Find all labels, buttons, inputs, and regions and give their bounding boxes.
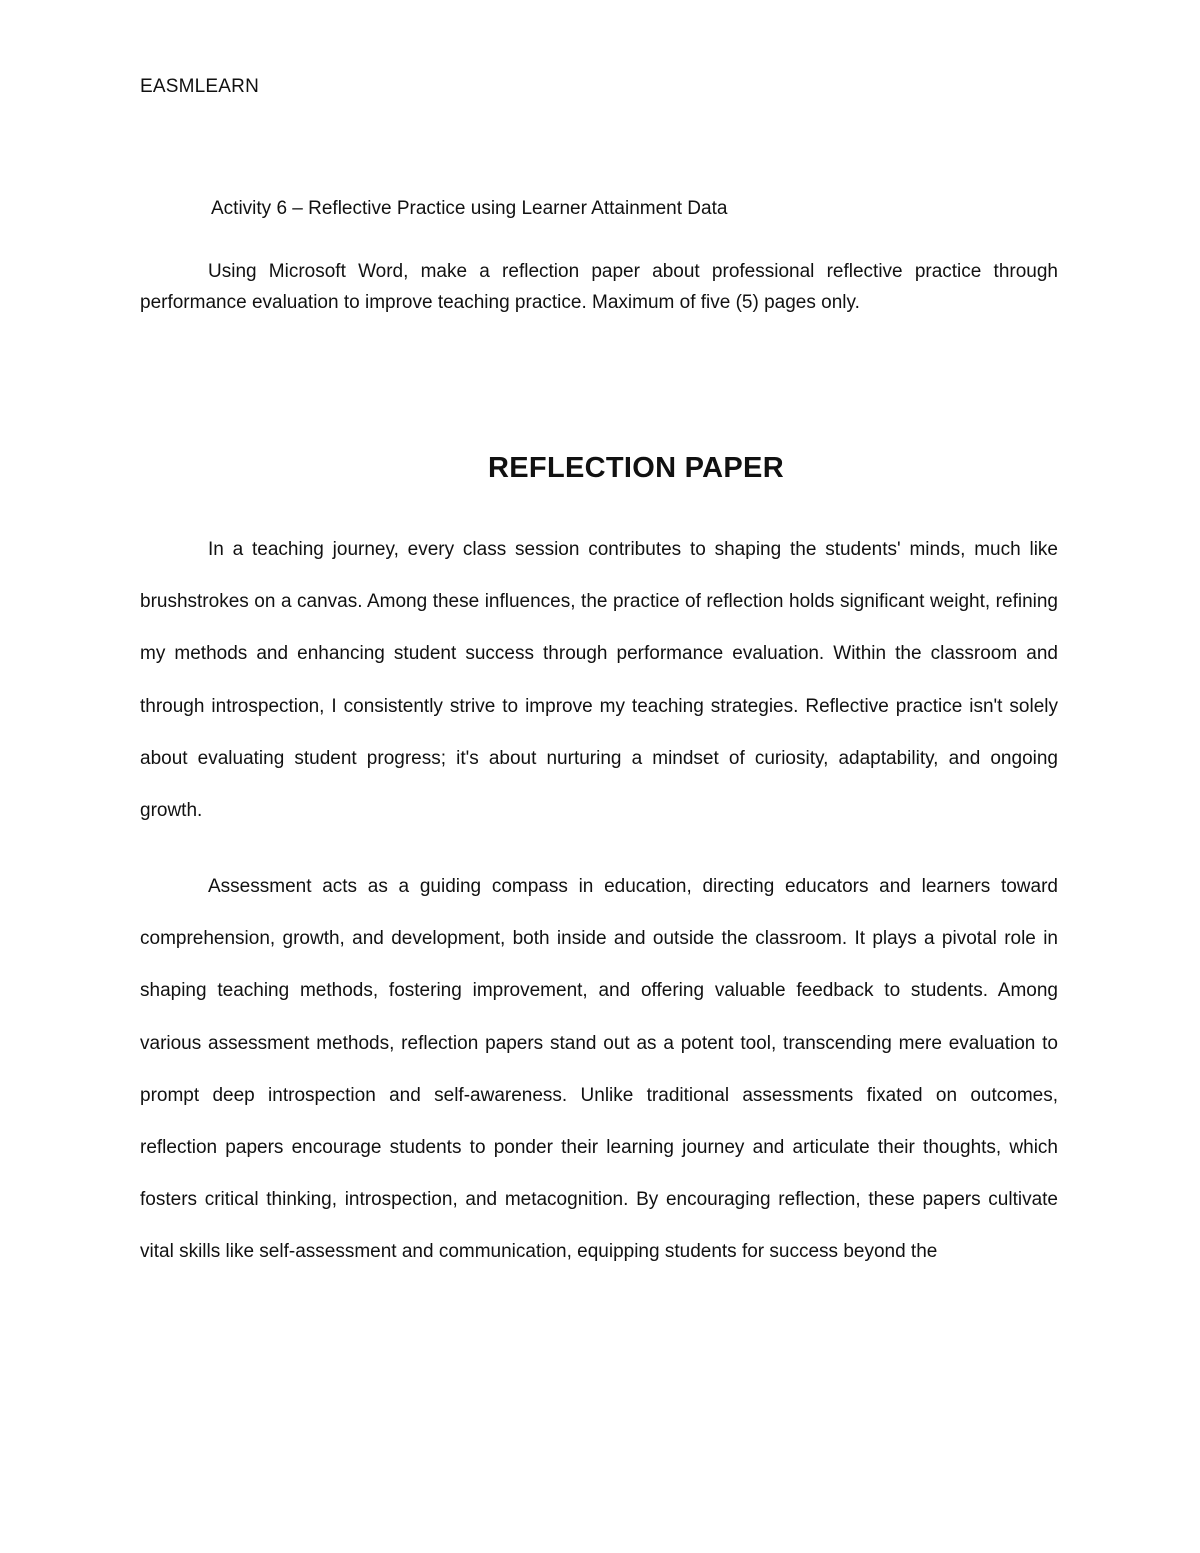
body-paragraph: In a teaching journey, every class session contributes to shaping the students' minds, much like brushstrokes on a canvas. Among these influences, the practice of reflection holds significant weight, refining my methods and enhancing student success through performance evaluation. Within the classroom and through introspection, I consistently strive to improve my teaching strategies. Reflective practice isn't solely about evaluating student progress; it's about nurturing a mindset of curiosity, adaptability, and ongoing growth. [140,539,1058,822]
activity-instructions: Using Microsoft Word, make a reflection paper about professional reflective practice through performance evaluation to improve teaching practice. Maximum of five (5) pages only. [140,261,1058,313]
activity-title: Activity 6 – Reflective Practice using Learner Attainment Data [211,198,728,219]
body-paragraph: Assessment acts as a guiding compass in education, directing educators and learners toward comprehension, growth, and development, both inside and outside the classroom. It plays a pivotal role in shaping teaching methods, fostering improvement, and offering valuable feedback to students. Among various assessment methods, reflection papers stand out as a potent tool, transcending mere evaluation to prompt deep introspection and self-awareness. Unlike traditional assessments fixated on outcomes, reflection papers encourage students to ponder their learning journey and articulate their thoughts, which fosters critical thinking, introspection, and metacognition. By encouraging reflection, these papers cultivate vital skills like self-assessment and communication, equipping students for success beyond the [140,876,1058,1263]
paper-title: REFLECTION PAPER [488,452,784,484]
page-header: EASMLEARN [140,76,260,97]
